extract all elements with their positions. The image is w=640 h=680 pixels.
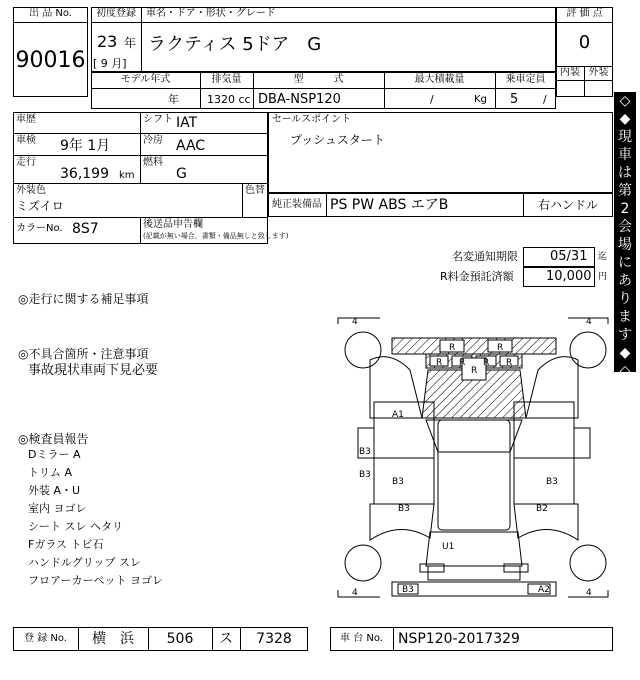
shift-label: シフト [143,114,173,125]
color-no-value: 8S7 [72,221,99,237]
car-name-label: 車名・ドア・形状・グレード [146,8,276,19]
recycle-label: R料金預託済額 [440,270,514,283]
car-condition-diagram [330,310,616,605]
reg-class: 506 [166,631,194,647]
capacity-label: 乗車定員 [505,74,546,85]
tire-front-left [345,332,381,368]
side-banner-char: 現 [618,129,632,145]
lot-label: 出 品 No. [29,8,72,19]
max-load-sep: / [430,93,434,106]
year-unit: 年 [124,36,137,50]
reg-number: 7328 [256,631,292,647]
model-year-unit: 年 [168,93,179,106]
mileage-unit: km [119,170,135,181]
displacement-label: 排気量 [211,74,242,85]
side-banner-char: ま [618,309,632,325]
mark-a1: A1 [392,410,404,420]
chassis-label: 車 台 No. [340,633,383,644]
steering-value: 右ハンドル [537,198,598,212]
color-label: 外装色 [16,185,46,196]
aftermarket-note: (記載が無い場合，書類・備品無しと致します) [143,232,289,240]
first-reg-month: [ 9 月] [93,57,127,70]
mark-r: R [471,366,478,376]
capacity-sep: / [543,93,547,106]
mark-r: R [506,358,513,368]
color-change-label: 色替 [245,185,265,196]
list-item: トリム A [28,466,73,479]
first-reg-year: 23 [97,32,118,51]
tire-rear-left [345,545,381,581]
reg-kana: ス [219,631,233,647]
name-change-unit: 迄 [598,252,608,262]
sales-point-value: プッシュスタート [290,133,385,147]
side-banner-char: ◆ [619,345,631,361]
mark-r: R [497,343,504,353]
side-banner-char: ◆ [619,111,631,127]
name-change-label: 名変通知期限 [452,250,518,263]
side-banner-char: 2 [620,201,630,217]
side-banner-char: ◇ [619,93,631,109]
mark-b3: B3 [359,470,371,480]
side-banner-char: 第 [618,183,632,199]
mark-b3: B3 [402,585,414,595]
color-value: ミズイロ [16,199,64,213]
tire-count: 4 [352,317,358,327]
side-banner-char: ◇ [619,363,631,379]
reg-label: 登 録 No. [24,633,67,644]
side-banner-char: に [618,255,632,271]
sales-point-label: セールスポイント [272,114,352,125]
tire-count: 4 [352,588,358,598]
mark-b3: B3 [359,447,371,457]
aftermarket-label: 後送品申告欄 [143,219,203,230]
defect-notes-title: ◎不具合箇所・注意事項 [18,347,149,361]
fuel-value: G [176,166,187,182]
mark-r: R [483,358,490,368]
list-item: 室内 ヨゴレ [28,502,87,515]
capacity-value: 5 [510,92,519,107]
driving-notes-title: ◎走行に関する補足事項 [18,292,149,306]
score-value: 0 [578,32,591,53]
shift-value: IAT [176,115,198,131]
inspection-value: 9年 1月 [60,138,111,154]
inspector-title: ◎検査員報告 [18,432,89,446]
tire-count: 4 [586,588,592,598]
displacement-value: 1320 cc [207,93,251,106]
list-item: Dミラー A [28,448,81,461]
type-label: 型 式 [293,74,344,85]
first-reg-label: 初度登録 [96,8,136,19]
list-item: Fガラス トビ石 [28,538,104,551]
color-no-label: カラーNo. [16,223,63,234]
mileage-label: 走行 [16,157,36,168]
history-label: 車歴 [16,114,36,125]
tire-count: 4 [586,317,592,327]
max-load-unit: Kg [474,94,487,105]
inspection-label: 車検 [16,135,36,146]
mark-u1: U1 [442,542,455,552]
side-banner-char: 会 [618,219,632,235]
score-label: 評 価 点 [566,8,603,19]
lot-number: 90016 [15,48,86,73]
side-banner [614,92,636,379]
mark-b2: B2 [536,504,548,514]
interior-label: 内装 [560,67,580,78]
mark-b3: B3 [398,504,410,514]
equipment-label: 純正装備品 [272,199,322,210]
mark-r: R [449,343,456,353]
mark-b3: B3 [546,477,558,487]
side-banner-char: あ [618,273,632,289]
equipment-value: PS PW ABS エアB [330,197,449,213]
list-item: シート スレ ヘタリ [28,520,123,533]
mileage-value: 36,199 [60,166,109,182]
mark-a2: A2 [538,585,550,595]
type-value: DBA-NSP120 [258,92,341,107]
mark-r: R [436,358,443,368]
side-banner-char: 場 [618,237,632,253]
name-change-value: 05/31 [550,249,588,264]
ac-value: AAC [176,138,206,154]
model-year-label: モデル年式 [120,74,171,85]
side-banner-char: 車 [618,147,632,163]
tire-rear-right [570,545,606,581]
tire-front-right [570,332,606,368]
list-item: フロアーカーペット ヨゴレ [28,574,163,587]
list-item: 外装 A・U [28,484,81,497]
defect-text: 事故現状車両下見必要 [28,363,159,378]
side-banner-char: す [618,327,632,343]
side-banner-char: は [618,165,632,181]
list-item: ハンドルグリップ スレ [28,556,141,569]
ac-label: 冷房 [143,135,163,146]
recycle-value: 10,000 [546,269,592,284]
mark-b3: B3 [392,477,404,487]
exterior-label: 外装 [588,67,609,78]
side-banner-char: り [618,291,632,307]
chassis-number: NSP120-2017329 [398,631,520,647]
recycle-unit: 円 [598,272,608,282]
car-name: ラクティス 5ドア G [148,34,322,55]
fuel-label: 燃料 [143,157,163,168]
max-load-label: 最大積載量 [414,74,465,85]
reg-area: 横 浜 [92,631,134,647]
mark-r: R [459,358,466,368]
